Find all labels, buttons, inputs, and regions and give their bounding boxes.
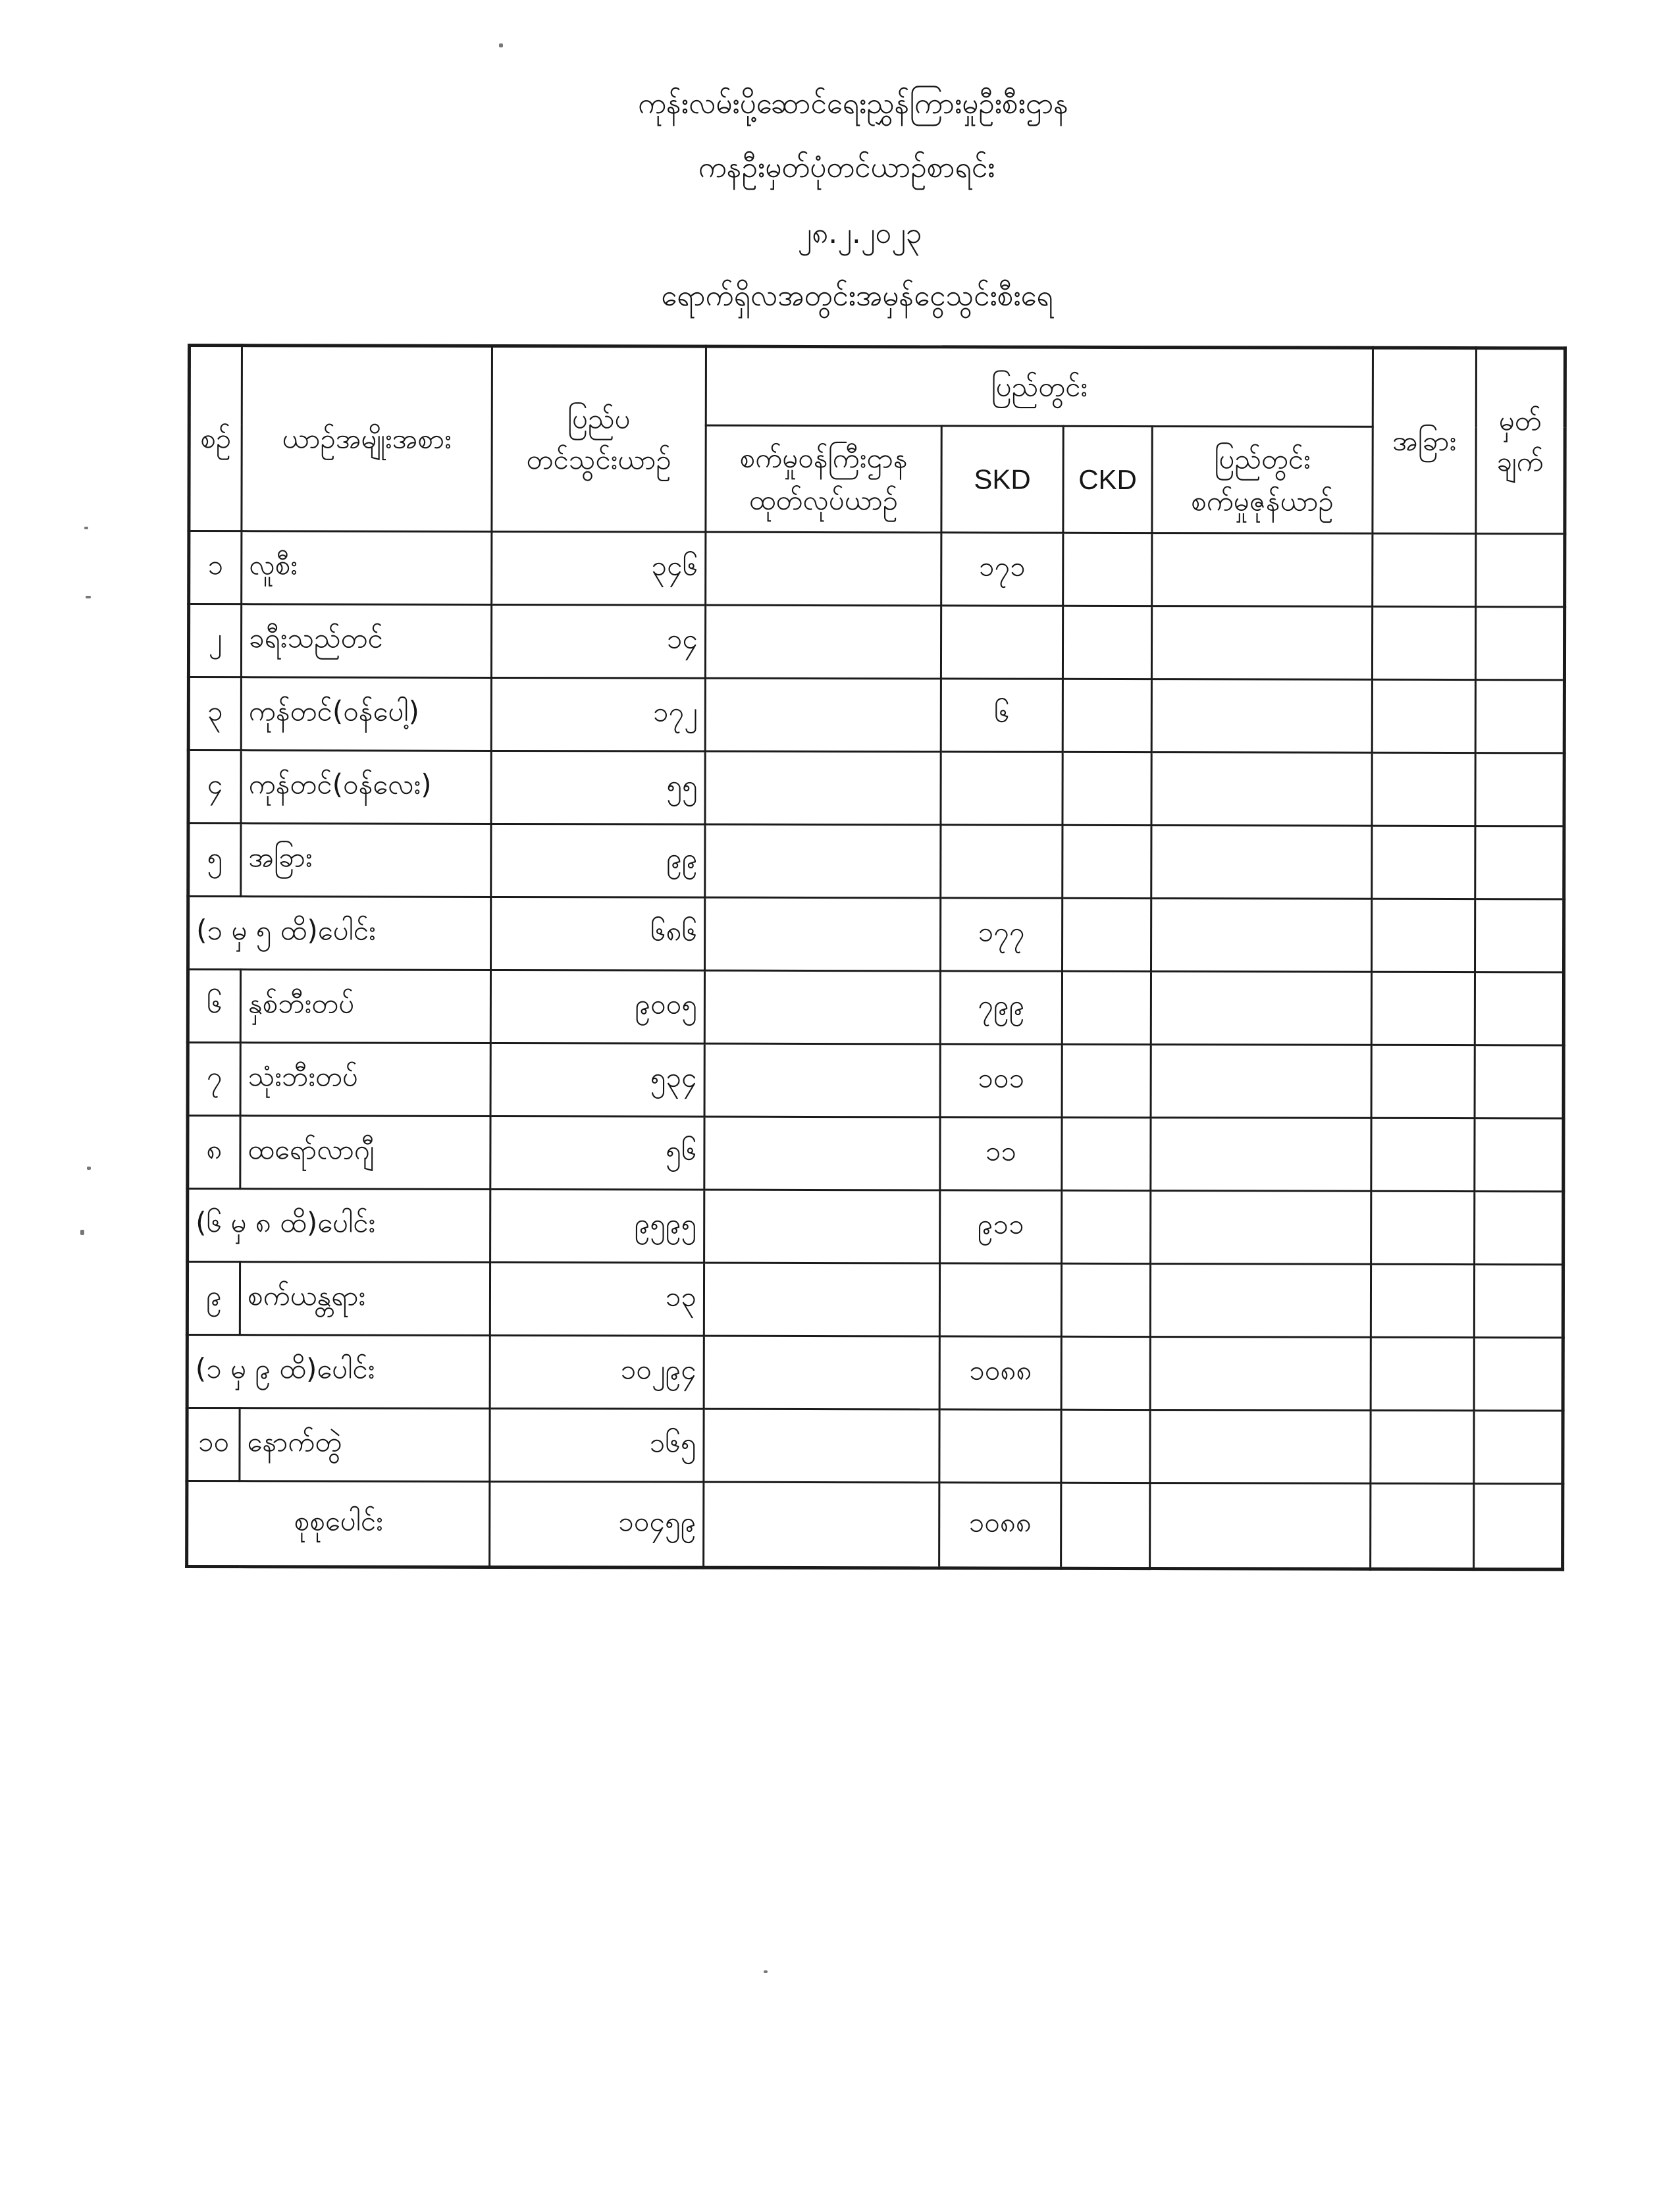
cell-factory	[1151, 1118, 1371, 1192]
scan-speck	[86, 596, 91, 598]
header-domestic-group: ပြည်တွင်း	[706, 346, 1373, 427]
cell-ckd	[1063, 533, 1152, 606]
cell-total-label: စုစုပေါင်း	[187, 1481, 490, 1567]
table-row	[189, 531, 1565, 607]
cell-serial: ၉	[187, 1262, 240, 1335]
cell-vehicle-type: ကုန်တင်(ဝန်လေး)	[241, 750, 491, 824]
cell-serial: ၈	[188, 1116, 240, 1189]
cell-skd: ၁၇၁	[941, 533, 1063, 606]
cell-other	[1372, 752, 1475, 826]
cell-imported: ၁၀၂၉၄	[490, 1335, 704, 1409]
cell-industry	[705, 678, 941, 752]
scan-speck	[499, 43, 503, 47]
cell-vehicle-type: လူစီး	[242, 531, 492, 605]
cell-remarks	[1475, 1119, 1563, 1192]
cell-skd: ၆	[941, 679, 1063, 752]
cell-factory	[1151, 1191, 1371, 1265]
cell-industry	[705, 605, 941, 679]
cell-industry	[704, 1409, 939, 1483]
subtotal-row	[188, 897, 1564, 972]
cell-imported: ၅၆	[490, 1116, 704, 1190]
header-domestic-factory	[1152, 427, 1373, 534]
cell-imported: ၅၅	[491, 750, 705, 824]
cell-industry	[704, 1117, 940, 1190]
header-domestic-factory-text: ပြည်တွင်း စက်မှုဇုန်ယာဉ်	[1191, 442, 1334, 517]
cell-imported: ၁၀၄၅၉	[490, 1481, 704, 1567]
cell-factory	[1151, 679, 1372, 753]
cell-skd	[939, 1409, 1061, 1483]
cell-factory	[1151, 899, 1372, 972]
header-industry-dept	[706, 425, 941, 533]
cell-ckd	[1063, 752, 1151, 825]
subtotal-row	[188, 1189, 1563, 1265]
cell-skd: ၁၀၈၈	[939, 1336, 1061, 1409]
cell-remarks	[1475, 607, 1564, 680]
cell-vehicle-type: ကုန်တင်(ဝန်ပေါ့)	[241, 677, 491, 751]
cell-remarks	[1475, 1045, 1563, 1119]
table-row	[187, 1408, 1563, 1484]
cell-imported: ၉၉	[491, 824, 705, 897]
cell-skd: ၇၉၉	[940, 971, 1062, 1044]
cell-vehicle-type: သုံးဘီးတပ်	[240, 1043, 490, 1117]
cell-serial: ၄	[188, 750, 241, 824]
cell-skd	[939, 1263, 1061, 1336]
cell-remarks	[1475, 899, 1564, 972]
header-ckd: CKD	[1063, 426, 1152, 533]
cell-serial: ၁၀	[187, 1408, 240, 1481]
cell-ckd	[1063, 825, 1151, 898]
cell-industry	[706, 532, 941, 606]
cell-remarks	[1475, 753, 1564, 826]
cell-remarks	[1474, 1265, 1563, 1338]
cell-vehicle-type: ခရီးသည်တင်	[241, 604, 491, 678]
table-body	[187, 531, 1565, 1569]
cell-vehicle-type: စက်ယန္တရား	[240, 1262, 490, 1336]
scan-speck	[87, 1167, 91, 1170]
cell-ckd	[1062, 1190, 1151, 1263]
cell-industry	[704, 1043, 940, 1117]
cell-factory	[1151, 606, 1372, 680]
cell-ckd	[1061, 1409, 1150, 1483]
cell-vehicle-type: နှစ်ဘီးတပ်	[240, 970, 490, 1043]
cell-other	[1371, 1118, 1475, 1191]
report-subtitle: ရောက်ရှိလအတွင်းအမှန်ငွေသွင်းစီးရေ	[661, 279, 1053, 313]
cell-industry	[704, 970, 940, 1044]
cell-imported: ၁၇၂	[491, 677, 705, 751]
scan-speck	[764, 1970, 768, 1973]
cell-remarks	[1476, 534, 1565, 607]
cell-factory	[1152, 533, 1373, 607]
department-title: ကုန်းလမ်းပို့ဆောင်ရေးညွှန်ကြားမှုဦးစီးဌာန	[637, 87, 1069, 120]
cell-remarks	[1475, 972, 1563, 1045]
cell-serial: ၇	[188, 1043, 240, 1116]
cell-ckd	[1061, 1263, 1150, 1336]
cell-remarks	[1474, 1338, 1563, 1411]
cell-other	[1371, 1191, 1475, 1264]
cell-remarks	[1474, 1484, 1563, 1569]
cell-ckd	[1062, 1044, 1151, 1117]
scan-speck	[80, 1230, 84, 1235]
cell-factory	[1150, 1410, 1371, 1484]
cell-ckd	[1061, 1336, 1150, 1409]
table-row	[188, 750, 1564, 826]
cell-imported: ၉၀၀၅	[490, 970, 704, 1043]
cell-other	[1372, 899, 1475, 972]
cell-skd	[941, 752, 1063, 825]
cell-serial: ၃	[188, 677, 241, 750]
cell-skd: ၁၇၇	[941, 898, 1063, 971]
cell-industry	[705, 824, 941, 898]
cell-other	[1371, 1410, 1474, 1483]
cell-ckd	[1062, 1117, 1151, 1190]
table-row	[188, 1116, 1563, 1192]
cell-skd: ၁၀၁	[940, 1044, 1062, 1117]
cell-serial: ၆	[188, 970, 240, 1043]
header-industry-dept-text: စက်မှုဝန်ကြီးဌာန ထုတ်လုပ်ယာဉ်	[739, 441, 908, 516]
cell-remarks	[1475, 826, 1564, 899]
cell-skd: ၁၀၈၈	[939, 1483, 1061, 1568]
report-date: ၂၈.၂.၂၀၂၃	[797, 217, 922, 250]
cell-subtotal-label: (၆ မှ ၈ ထိ)ပေါင်း	[188, 1189, 490, 1263]
cell-industry	[704, 1190, 940, 1263]
cell-skd	[941, 606, 1063, 679]
header-imported	[492, 346, 706, 532]
cell-other	[1371, 1483, 1474, 1569]
cell-imported: ၁၆၅	[490, 1408, 704, 1482]
table-row	[188, 604, 1564, 680]
header-remarks-text: မှတ် ချက်	[1496, 404, 1544, 478]
cell-imported: ၃၄၆	[492, 531, 706, 605]
cell-factory	[1151, 826, 1372, 899]
cell-vehicle-type: ထရော်လာဂျီ	[240, 1116, 490, 1190]
cell-vehicle-type: နောက်တွဲ	[240, 1408, 490, 1482]
cell-imported: ၁၃	[490, 1262, 704, 1336]
cell-imported: ၉၅၉၅	[490, 1189, 704, 1263]
cell-industry	[704, 1482, 939, 1568]
header-skd: SKD	[941, 426, 1063, 533]
header-serial: စဉ်	[189, 346, 242, 531]
cell-factory	[1150, 1337, 1371, 1411]
subtotal-row	[187, 1335, 1563, 1411]
cell-imported: ၅၃၄	[490, 1043, 704, 1117]
header-remarks	[1476, 348, 1565, 534]
cell-remarks	[1475, 1192, 1563, 1265]
cell-vehicle-type: အခြား	[241, 824, 491, 897]
vehicle-registration-table	[185, 344, 1567, 1571]
cell-other	[1371, 972, 1475, 1045]
table-row	[188, 824, 1564, 899]
table-row	[188, 970, 1563, 1045]
cell-factory	[1151, 972, 1371, 1045]
report-title: ကနဦးမှတ်ပုံတင်ယာဉ်စာရင်း	[698, 151, 995, 184]
cell-industry	[705, 751, 941, 825]
cell-serial: ၂	[188, 604, 241, 677]
cell-subtotal-label: (၁ မှ ၉ ထိ)ပေါင်း	[187, 1335, 490, 1409]
table-row	[188, 677, 1564, 753]
grand-total-row	[187, 1481, 1563, 1569]
table-row	[187, 1262, 1563, 1338]
cell-other	[1373, 533, 1476, 606]
scan-speck	[84, 527, 88, 529]
cell-skd: ၁၁	[940, 1117, 1062, 1190]
cell-subtotal-label: (၁ မှ ၅ ထိ)ပေါင်း	[188, 897, 491, 970]
cell-other	[1372, 679, 1475, 752]
cell-imported: ၆၈၆	[491, 897, 705, 970]
cell-industry	[704, 1336, 939, 1409]
cell-skd	[941, 825, 1063, 898]
header-vehicle-type: ယာဉ်အမျိုးအစား	[242, 346, 492, 532]
cell-serial: ၅	[188, 824, 241, 897]
cell-imported: ၁၄	[491, 604, 705, 678]
cell-remarks	[1475, 680, 1564, 753]
cell-ckd	[1063, 679, 1151, 752]
cell-other	[1371, 1045, 1475, 1118]
cell-factory	[1151, 1045, 1371, 1119]
cell-ckd	[1063, 606, 1151, 679]
cell-other	[1372, 826, 1475, 899]
table-row	[188, 1043, 1563, 1119]
cell-factory	[1150, 1483, 1371, 1569]
cell-remarks	[1474, 1411, 1563, 1484]
cell-factory	[1150, 1264, 1371, 1338]
cell-ckd	[1061, 1483, 1150, 1568]
cell-industry	[704, 1263, 939, 1336]
cell-factory	[1151, 752, 1372, 826]
cell-ckd	[1062, 971, 1151, 1044]
cell-other	[1371, 1264, 1474, 1337]
cell-skd: ၉၁၁	[940, 1190, 1062, 1263]
cell-industry	[705, 897, 941, 971]
cell-other	[1371, 1337, 1474, 1410]
cell-ckd	[1063, 898, 1151, 971]
cell-serial: ၁	[189, 531, 242, 604]
header-other: အခြား	[1373, 348, 1477, 533]
cell-other	[1372, 606, 1475, 679]
header-imported-text: ပြည်ပ တင်သွင်းယာဉ်	[526, 402, 671, 476]
